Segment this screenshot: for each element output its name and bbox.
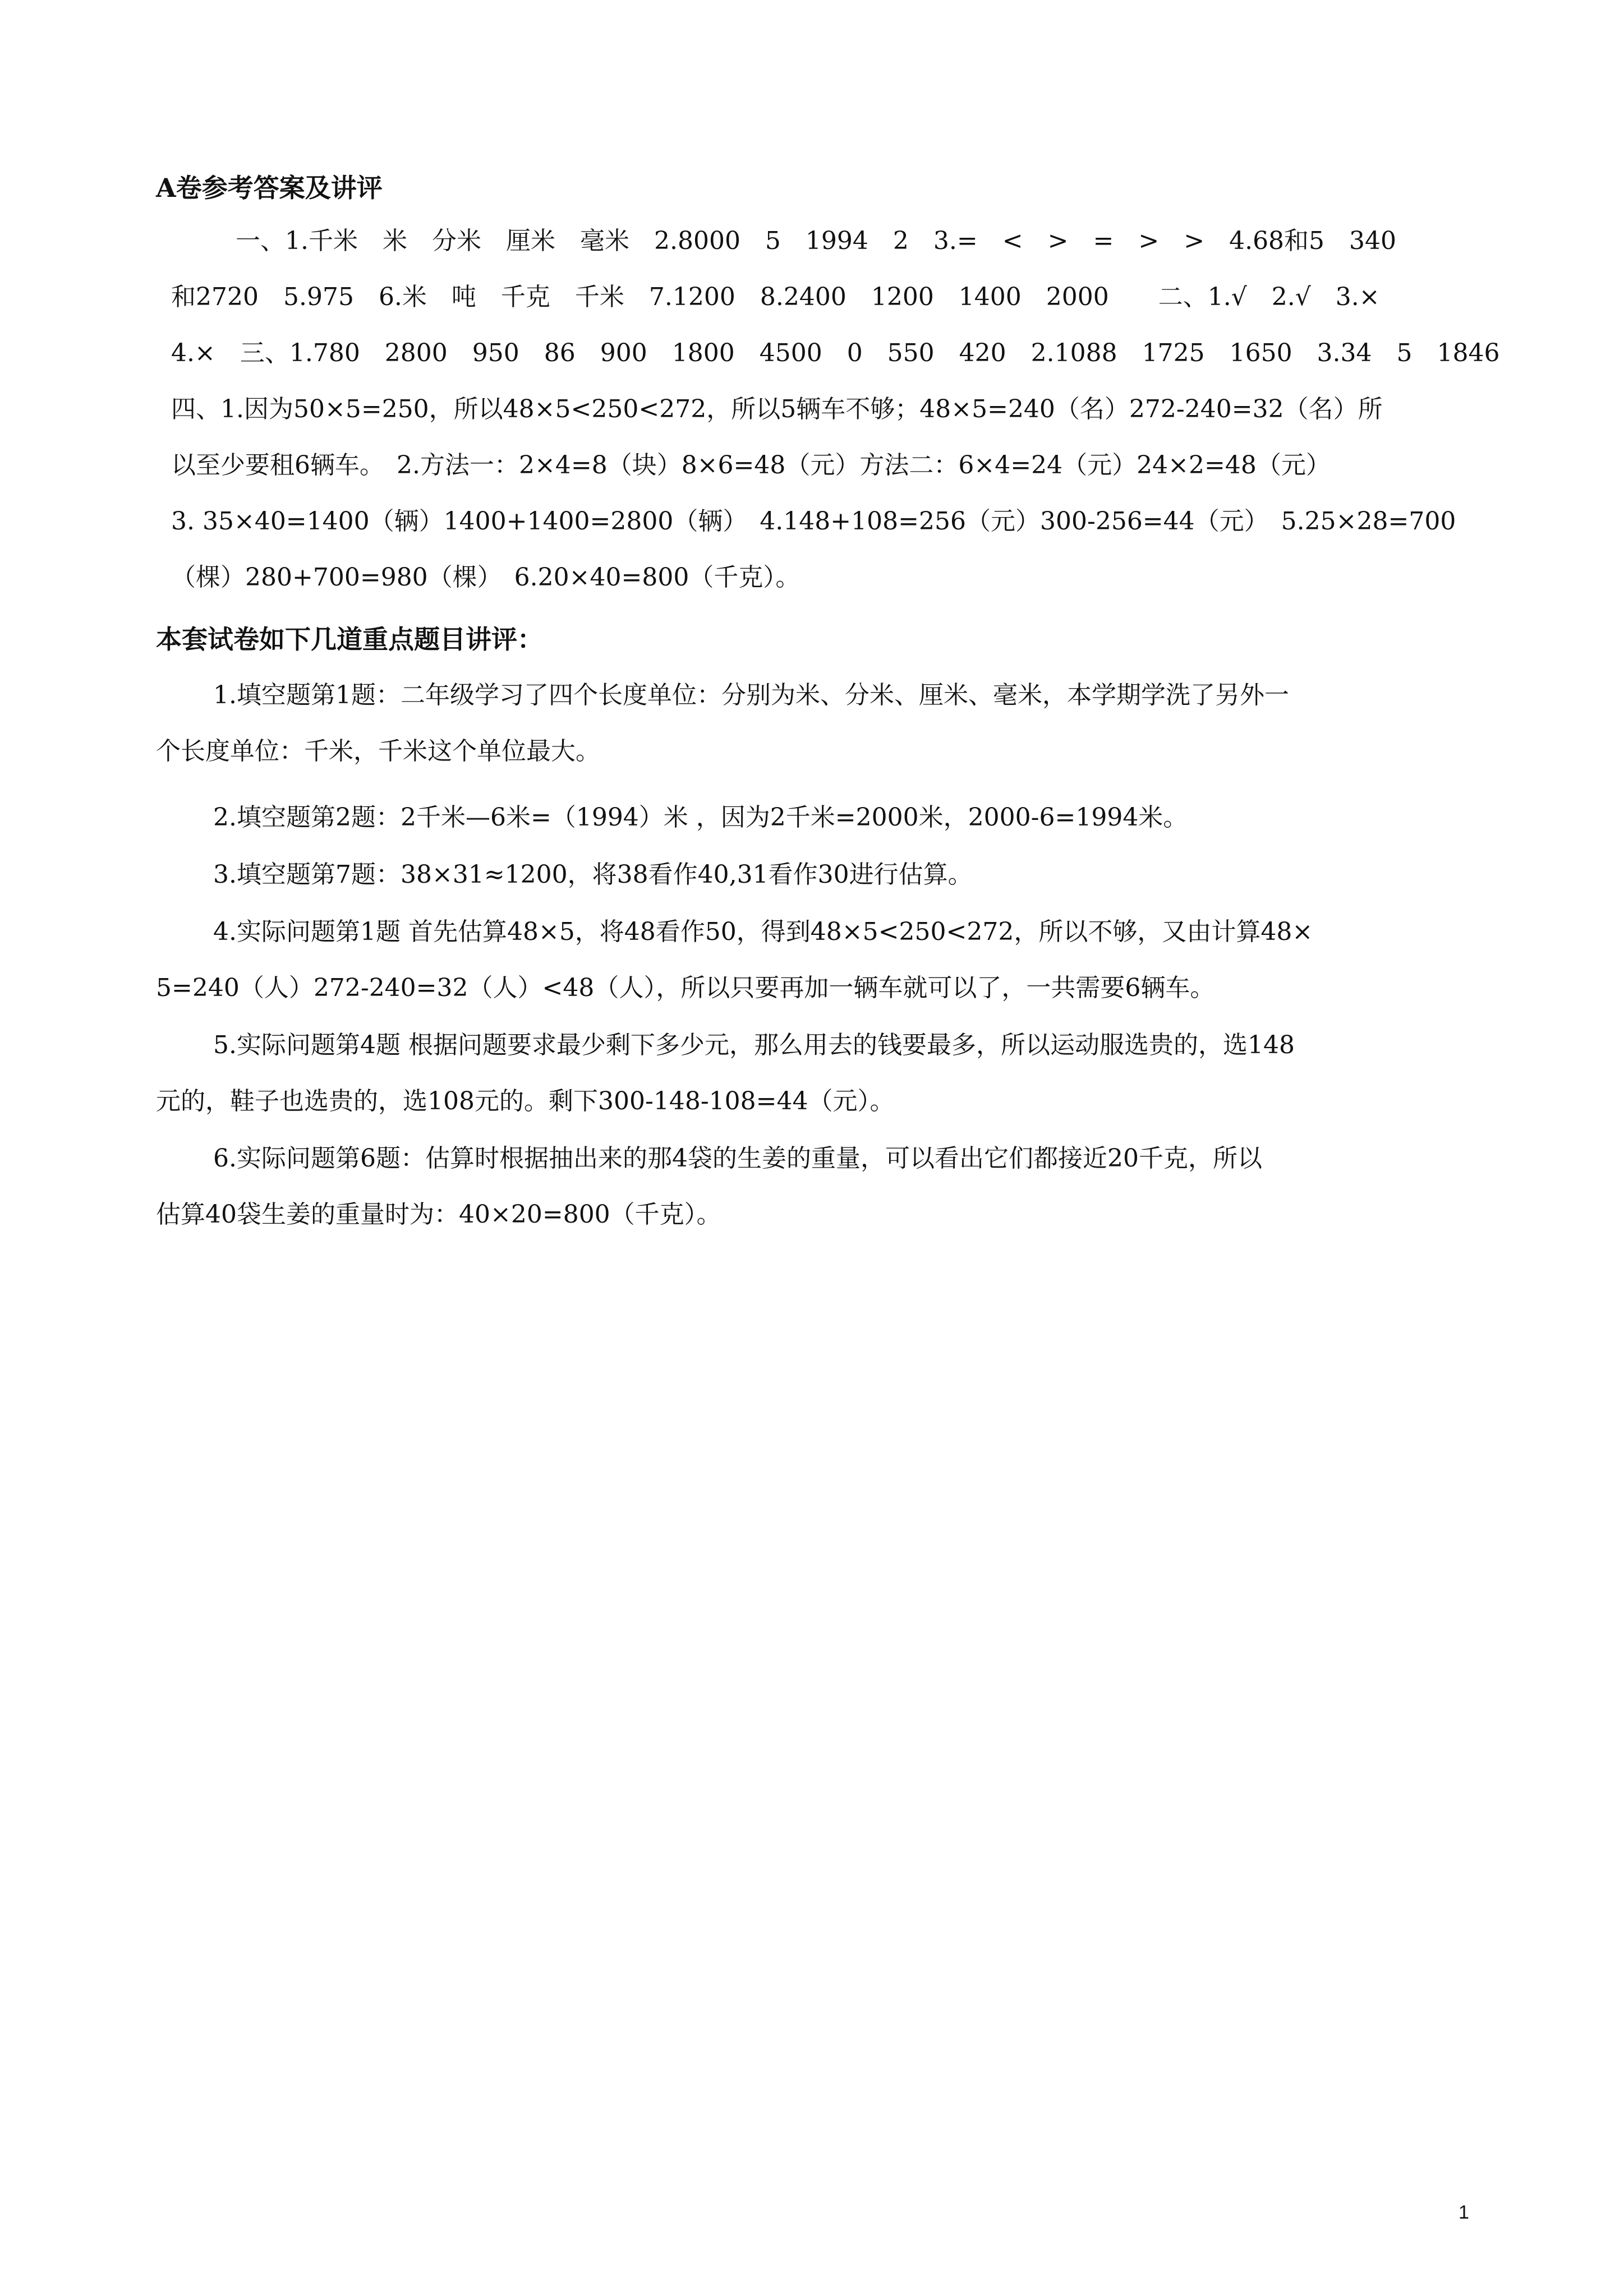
review-line-10: 估算40袋生姜的重量时为：40×20=800（千克）。 [156,1200,721,1229]
review-line-1: 1.填空题第1题：二年级学习了四个长度单位：分别为米、分米、厘米、毫米，本学期学洗了另外一 [213,681,1289,709]
review-line-6: 5=240（人）272-240=32（人）<48（人），所以只要再加一辆车就可以了，一共需要6辆车。 [156,974,1215,1002]
answers-line-4: 四、1.因为50×5=250，所以48×5<250<272，所以5辆车不够；48×5=240（名）272-240=32（名）所 [171,395,1383,423]
answers-title: A卷参考答案及讲评 [156,173,383,203]
page-number: 1 [1459,2202,1469,2223]
review-line-5: 4.实际问题第1题 首先估算48×5，将48看作50，得到48×5<250<272，所以不够，又由计算48× [213,918,1313,946]
answers-line-7: （棵）280+700=980（棵） 6.20×40=800（千克）。 [171,563,801,592]
answers-line-1: 一、1.千米 米 分米 厘米 毫米 2.8000 5 1994 2 3.= < > = > > 4.68和5 340 [236,227,1397,255]
answers-line-6: 3. 35×40=1400（辆）1400+1400=2800（辆） 4.148+108=256（元）300-256=44（元） 5.25×28=700 [171,507,1456,536]
review-title: 本套试卷如下几道重点题目讲评： [156,624,543,654]
review-line-8: 元的，鞋子也选贵的，选108元的。剩下300-148-108=44（元）。 [156,1087,895,1115]
answers-line-5: 以至少要租6辆车。 2.方法一：2×4=8（块）8×6=48（元）方法二：6×4=24（元）24×2=48（元） [171,451,1331,480]
answers-line-2: 和2720 5.975 6.米 吨 千克 千米 7.1200 8.2400 1200 1400 2000 二、1.√ 2.√ 3.× [171,283,1380,311]
answers-line-3: 4.× 三、1.780 2800 950 86 900 1800 4500 0 550 420 2.1088 1725 1650 3.34 5 1846 [171,339,1500,367]
review-line-4: 3.填空题第7题：38×31≈1200，将38看作40,31看作30进行估算。 [213,860,973,889]
review-line-3: 2.填空题第2题：2千米—6米=（1994）米 ，因为2千米=2000米，2000-6=1994米。 [213,803,1188,832]
review-line-2: 个长度单位：千米，千米这个单位最大。 [156,737,600,766]
review-line-7: 5.实际问题第4题 根据问题要求最少剩下多少元，那么用去的钱要最多，所以运动服选贵的，选148 [213,1031,1295,1059]
review-line-9: 6.实际问题第6题：估算时根据抽出来的那4袋的生姜的重量，可以看出它们都接近20千克，所以 [213,1144,1262,1173]
